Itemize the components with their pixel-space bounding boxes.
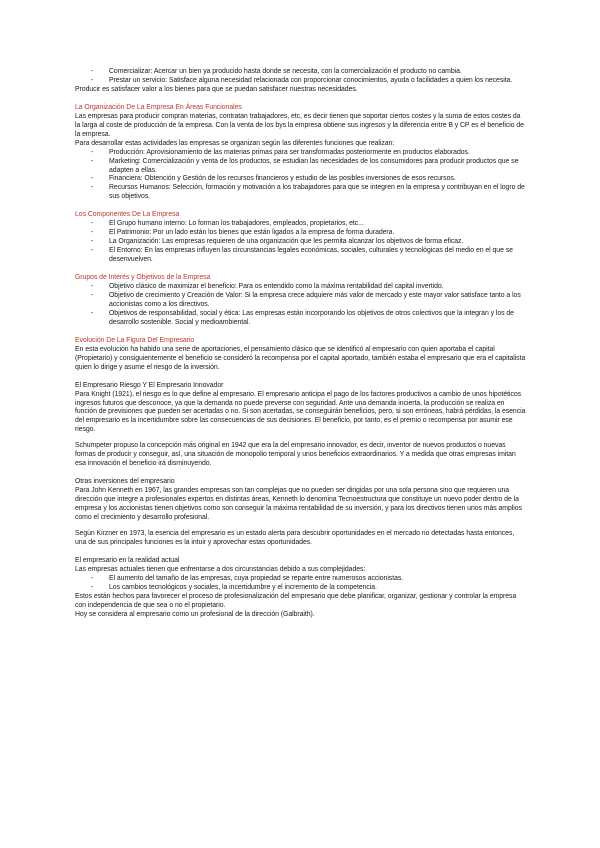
paragraph: Estos están hechos para favorecer el proceso de profesionalización del empresario que debe planificar, organizar, gestionar y controlar la empresa con independencia de que sea o no el propietario. xyxy=(75,592,517,609)
paragraph: Schumpeter propuso la concepción más original en 1942 que era la del empresario innovador, es decir, inventor de nuevos productos o nuevas formas de producir y conseguir, así, una situación de monopolio temporal y unos beneficios extraordinarios. Y a medida que otras empresas imitan esa innovación el beneficio irá disminuyendo. xyxy=(75,442,516,468)
paragraph: Para desarrollar estas actividades las empresas se organizan según las diferentes funciones que realizan: xyxy=(75,139,395,147)
section-heading: Los Componentes De La Empresa xyxy=(75,211,180,219)
section-heading: Otras inversiones del empresario xyxy=(75,478,175,486)
paragraph: Producir es satisfacer valor a los bienes para que se puedan satisfacer nuestras necesidades. xyxy=(75,85,358,93)
section-heading: La Organización De La Empresa En Áreas Funcionales xyxy=(75,103,242,111)
circumstances-list xyxy=(75,575,527,593)
functions-list xyxy=(75,149,527,203)
section-heading: Grupos de Interés y Objetivos de la Empresa xyxy=(75,274,211,282)
list-item: - Producción: Aprovisionamiento de las materias primas para ser transformadas posteriormente en productos elaborados. xyxy=(75,149,527,158)
list-item: - El aumento del tamaño de las empresas, cuya propiedad se reparte entre numerosos accionistas. xyxy=(75,575,527,584)
list-item: - Recursos Humanos: Selección, formación y motivación a los trabajadores para que se integren en la empresa y contribuyan en el logro de sus objetivos. xyxy=(75,184,527,202)
components-list xyxy=(75,220,527,265)
list-item: - Marketing: Comercialización y venta de los productos, se estudian las necesidades de los consumidores para producir productos que se adapten a ellas. xyxy=(75,158,527,176)
intro-list xyxy=(75,68,527,86)
paragraph: Hoy se considera al empresario como un profesional de la dirección (Galbraith). xyxy=(75,610,315,618)
list-item: - Financiera: Obtención y Gestión de los recursos financieros y estudio de las posibles inversiones de esos recursos. xyxy=(75,175,527,184)
paragraph: Las empresas actuales tienen que enfrentarse a dos circunstancias debido a sus complejidades: xyxy=(75,565,366,573)
list-item: - El Patrimonio: Por un lado están los bienes que están ligados a la empresa de forma duradera. xyxy=(75,229,527,238)
section-heading: Evolución De La Figura Del Empresario xyxy=(75,336,195,344)
list-item: - La Organización: Las empresas requieren de una organización que les permita alcanzar los objetivos de forma eficaz. xyxy=(75,238,527,247)
list-item: - Comercializar: Acercar un bien ya producido hasta donde se necesita, con la comercialización el producto no cambia. xyxy=(75,68,527,77)
paragraph: En esta evolución ha habido una serie de aportaciones, el pensamiento clásico que se identificó al empresario con quien aportaba el capital (Propietario) y consiguientemente el beneficio se consideró la recompensa por el capital aportado, también estaba el empresario que era el capitalista quien lo dirige y asume el riesgo de la inversión. xyxy=(75,345,526,371)
list-item: - El Grupo humano interno: Lo forman los trabajadores, empleados, propietarios, etc... xyxy=(75,220,527,229)
list-item: - Objetivos de responsabilidad, social y ética: Las empresas están incorporando los objetivos de otros colectivos que la integran y los de desarrollo sostenible. Social y medioambiental. xyxy=(75,310,527,328)
paragraph: Según Kirzner en 1973, la esencia del empresario es un estado alerta para descubrir oportunidades en el mercado no detectadas hasta entonces, una de sus principales funciones es la intuir y aprovechar estas oportunidades. xyxy=(75,529,515,546)
list-item: - Los cambios tecnológicos y sociales, la incertidumbre y el incremento de la competencia. xyxy=(75,584,527,593)
paragraph: Para John Kenneth en 1967, las grandes empresas son tan complejas que no pueden ser dirigidas por una sola persona sino que requieren una dirección que integre a profesionales expertos en distintas áreas, Kenneth lo denomina Tecnoestructura que constituye un nuevo poder dentro de la empresa y los accionistas tienen objetivos como son conseguir la máxima rentabilidad de su inversión, y para los directivos tienen unos más amplios como el crecimiento y desarrollo profesional. xyxy=(75,487,522,521)
list-item: - El Entorno: En las empresas influyen las circunstancias legales económicas, sociales, culturales y tecnológicas del medio en el que se desenvuelven. xyxy=(75,247,527,265)
list-item: - Prestar un servicio: Satisface alguna necesidad relacionada con proporcionar conocimientos, ayuda o facilidades a quien los necesita. xyxy=(75,77,527,86)
section-heading: El empresario en la realidad actual xyxy=(75,556,180,564)
document-page xyxy=(75,68,527,620)
objectives-list xyxy=(75,283,527,328)
paragraph: Para Knight (1921), el riesgo es lo que define al empresario. El empresario anticipa el pago de los factores productivos a cambio de unos hipotéticos ingresos futuros que desconoce, ya que la demanda no puede preverse con seguridad. Ante una demanda incierta, la producción se realiza en función de previsiones que pueden ser acertadas o no. Si son acertadas, se conseguirán beneficios, pero, si son erróneas, habrá pérdidas, la esencia del empresario es la incertidumbre sobre las consecuencias de sus decisiones. El beneficio, por tanto, es el premio o recompensa por asumir ese riesgo. xyxy=(75,390,526,434)
section-heading: El Empresario Riesgo Y El Empresario Innovador xyxy=(75,381,224,389)
paragraph: Las empresas para producir compran materias, contratan trabajadores, etc, es decir tienen que soportar ciertos costes y la suma de estos costes da la larga al coste de producción de la empresa. Con la venta de los bys la empresa obtiene sus ingresos y la diferencia entre B y CP es el beneficio de la empresa. xyxy=(75,112,524,138)
list-item: - Objetivo clásico de maximizar el beneficio: Para os entendido como la máxima rentabilidad del capital invertido. xyxy=(75,283,527,292)
list-item: - Objetivo de crecimiento y Creación de Valor: Si la empresa crece adquiere más valor de mercado y este mayor valor satisface tanto a los accionistas como a los directivos. xyxy=(75,292,527,310)
